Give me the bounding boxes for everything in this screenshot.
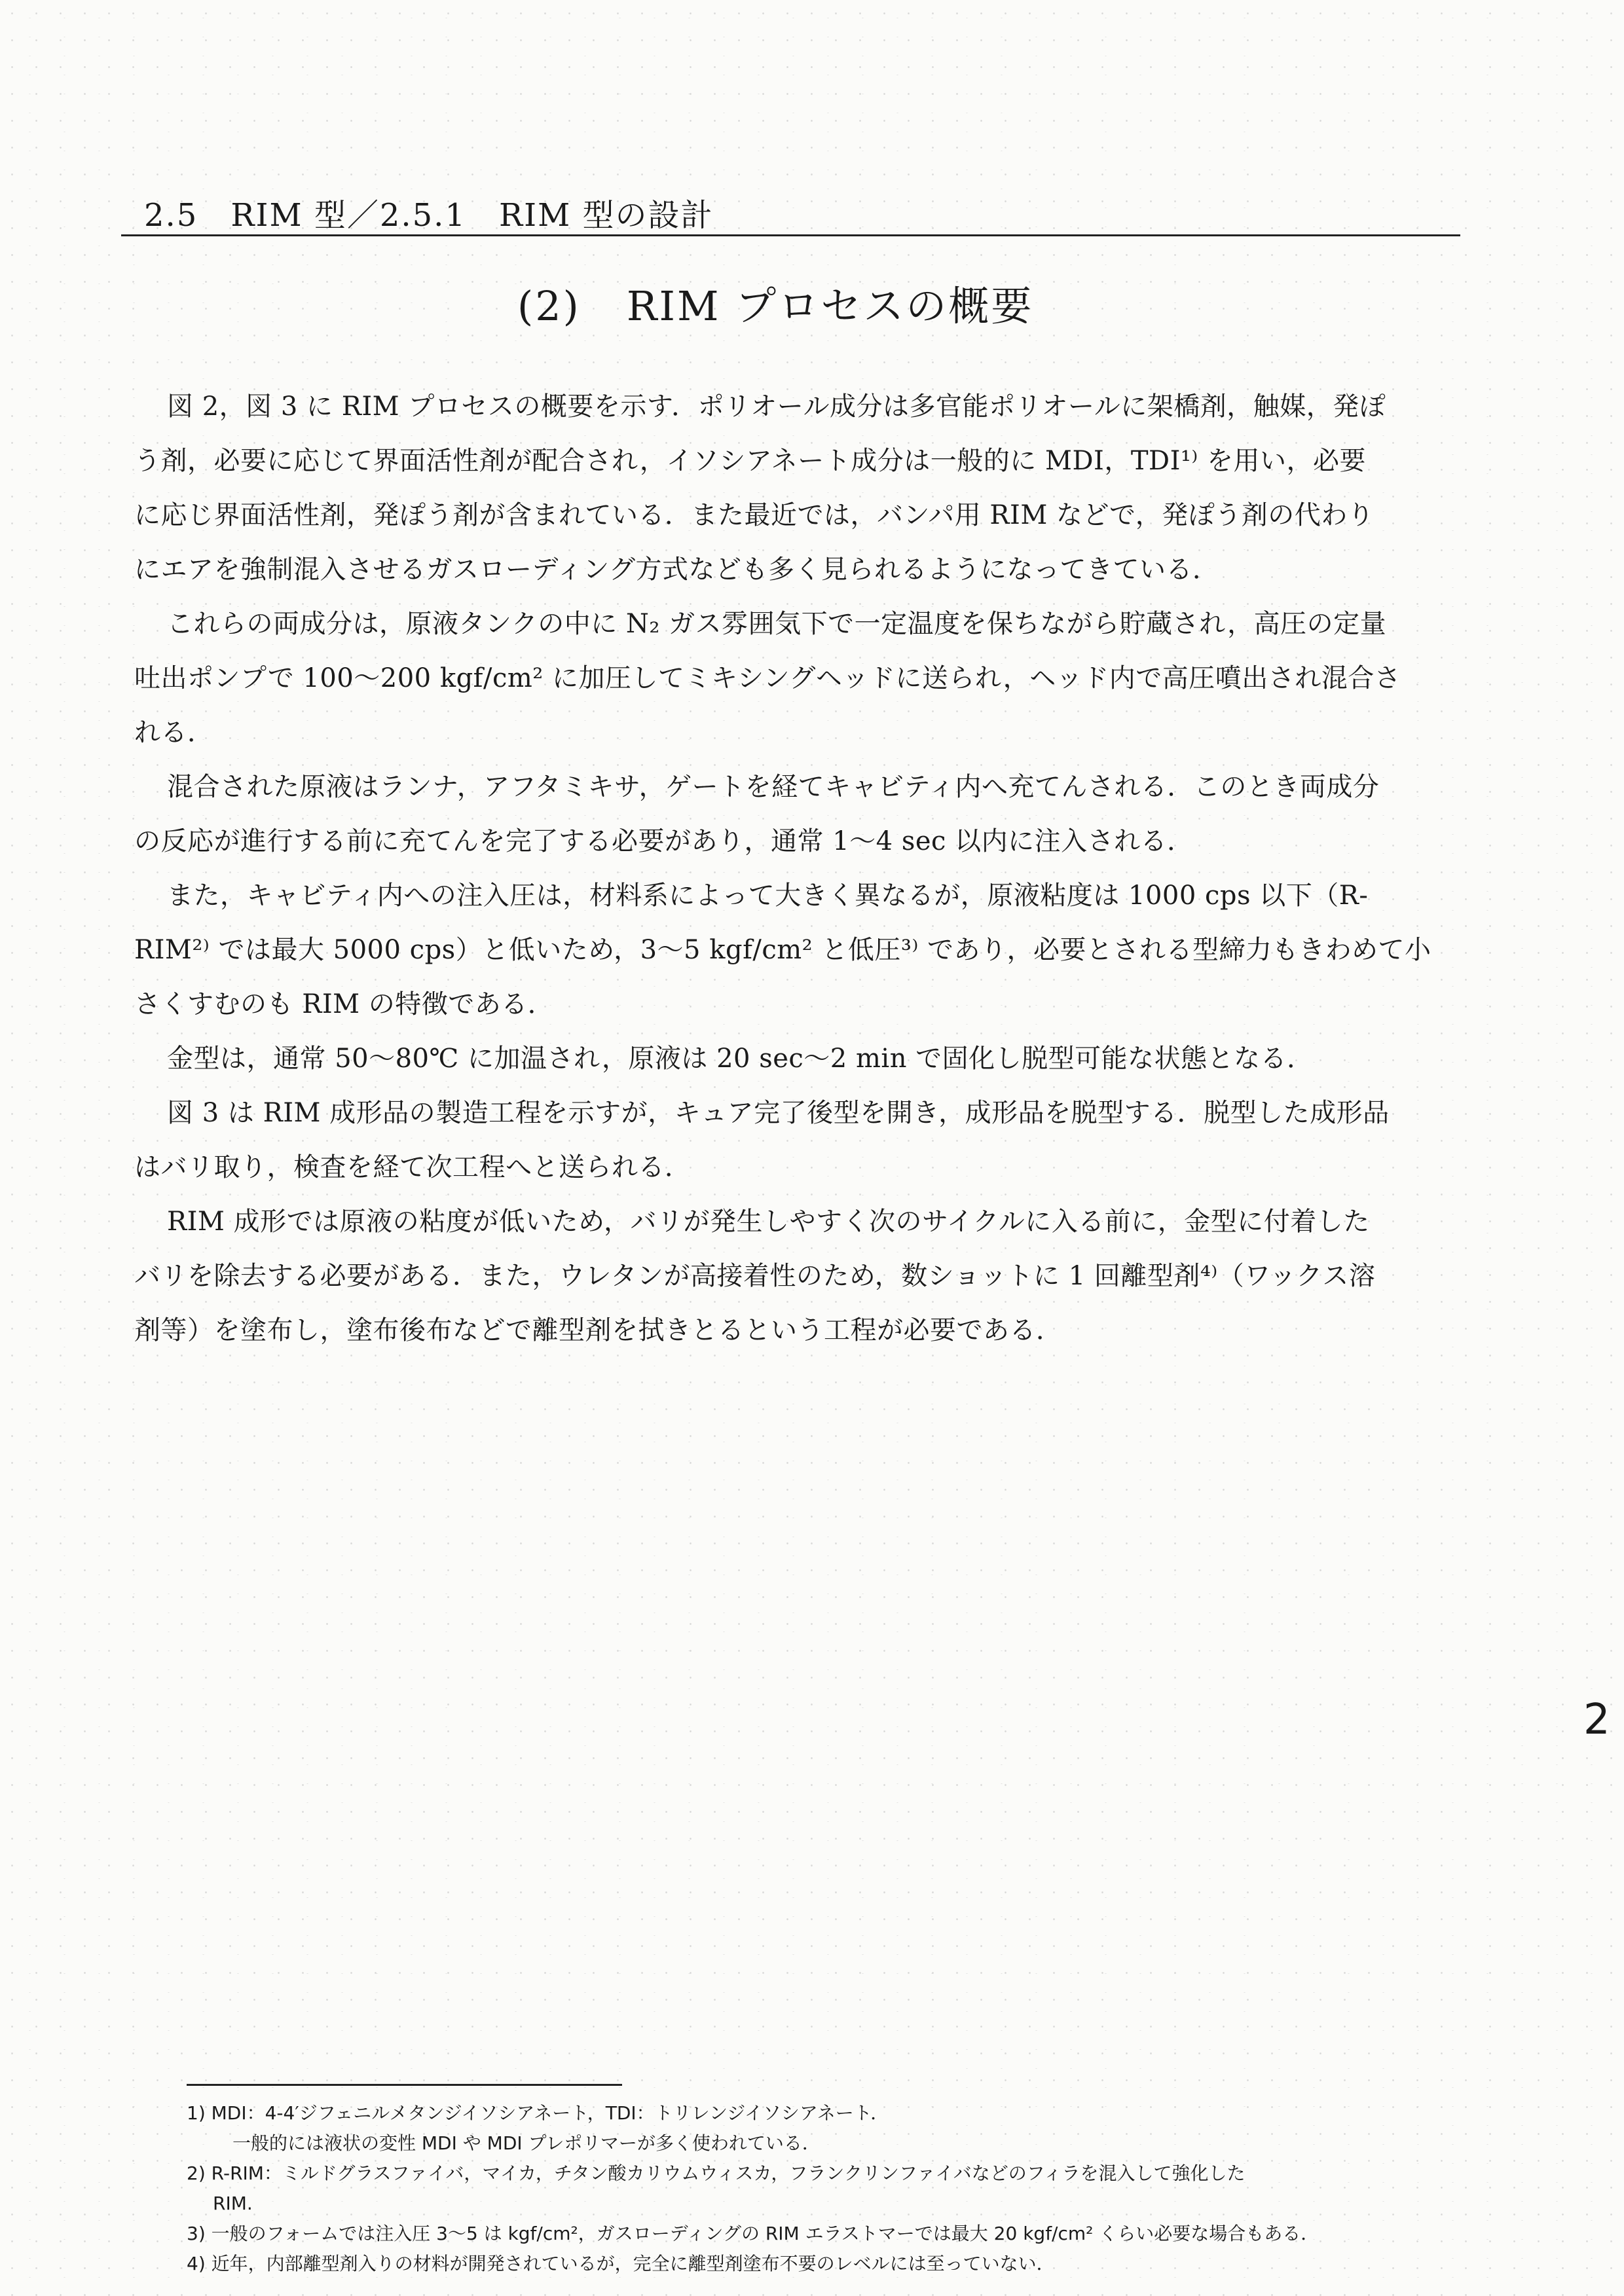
body-line: バリを除去する必要がある．また，ウレタンが高接着性のため，数ショットに 1 回離型剤⁴⁾（ワックス溶 (134, 1261, 1376, 1291)
body-line: 図 3 は RIM 成形品の製造工程を示すが，キュア完了後型を開き，成形品を脱型する．脱型した成形品 (167, 1098, 1390, 1128)
footnote: 2) R-RIM：ミルドグラスファイバ，マイカ，チタン酸カリウムウィスカ，フランクリンファイバなどのフィラを混入して強化した (187, 2162, 1246, 2184)
body-line: さくすむのも RIM の特徴である． (134, 989, 555, 1019)
body-line: にエアを強制混入させるガスローディング方式なども多く見られるようになってきている． (134, 555, 1219, 585)
running-head: 2.5 RIM 型／2.5.1 RIM 型の設計 (144, 197, 714, 234)
section-title-text: RIM プロセスの概要 (626, 282, 1034, 330)
side-mark: 2 (1583, 1696, 1610, 1744)
body-text (134, 380, 1483, 1358)
footnote: 1) MDI：4-4′ジフェニルメタンジイソシアネート，TDI：トリレンジイソシアネート． (187, 2102, 889, 2124)
section-title (517, 274, 1033, 332)
body-line: また，キャビティ内への注入圧は，材料系によって大きく異なるが，原液粘度は 1000 cps 以下（R- (167, 881, 1369, 911)
body-line: れる． (134, 718, 214, 748)
body-line: RIM 成形では原液の粘度が低いため，バリが発生しやすく次のサイクルに入る前に，金型に付着した (167, 1207, 1370, 1237)
body-line: RIM²⁾ では最大 5000 cps）と低いため，3～5 kgf/cm² と低圧³⁾ であり，必要とされる型締力もきわめて小 (134, 935, 1431, 965)
body-line: これらの両成分は，原液タンクの中に N₂ ガス雰囲気下で一定温度を保ちながら貯蔵され，高圧の定量 (167, 609, 1387, 639)
footnote: 一般的には液状の変性 MDI や MDI プレポリマーが多く使われている． (232, 2132, 821, 2154)
body-line: 吐出ポンプで 100～200 kgf/cm² に加圧してミキシングヘッドに送られ，ヘッド内で高圧噴出され混合さ (134, 663, 1401, 693)
footnote: 4) 近年，内部離型剤入りの材料が開発されているが，完全に離型剤塗布不要のレベルには至っていない． (187, 2253, 1055, 2274)
body-line: 混合された原液はランナ，アフタミキサ，ゲートを経てキャビティ内へ充てんされる．このとき両成分 (167, 772, 1380, 802)
body-line: 剤等）を塗布し，塗布後布などで離型剤を拭きとるという工程が必要である． (134, 1315, 1063, 1345)
body-line: 図 2，図 3 に RIM プロセスの概要を示す．ポリオール成分は多官能ポリオールに架橋剤，触媒，発ぽ (167, 392, 1386, 422)
header-rule (121, 234, 1460, 236)
footnotes (187, 2098, 1483, 2279)
section-number: (2) (517, 282, 581, 330)
footnote: RIM. (213, 2193, 253, 2214)
body-line: の反応が進行する前に充てんを完了する必要があり，通常 1～4 sec 以内に注入される． (134, 826, 1194, 856)
body-line: う剤，必要に応じて界面活性剤が配合され，イソシアネート成分は一般的に MDI，TDI¹⁾ を用い，必要 (134, 446, 1366, 476)
body-line: に応じ界面活性剤，発ぽう剤が含まれている．また最近では，バンパ用 RIM などで，発ぽう剤の代わり (134, 500, 1375, 530)
footnote-rule (187, 2084, 622, 2086)
body-line: 金型は，通常 50～80℃ に加温され，原液は 20 sec～2 min で固化し脱型可能な状態となる． (167, 1044, 1314, 1074)
footnote: 3) 一般のフォームでは注入圧 3～5 は kgf/cm²，ガスローディングの RIM エラストマーでは最大 20 kgf/cm² くらい必要な場合もある． (187, 2223, 1320, 2244)
body-line: はバリ取り，検査を経て次工程へと送られる． (134, 1152, 692, 1182)
